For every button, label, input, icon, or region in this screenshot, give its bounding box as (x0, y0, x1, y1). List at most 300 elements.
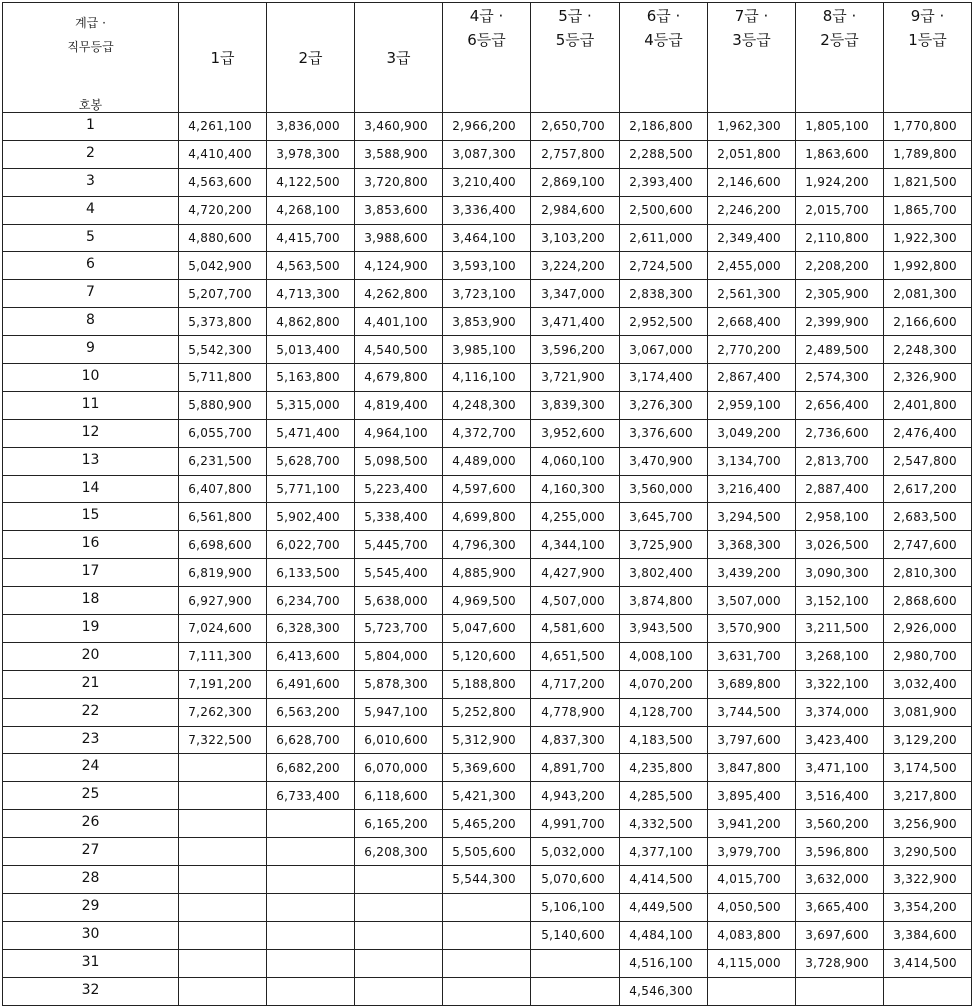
salary-cell: 5,902,400 (267, 503, 355, 531)
salary-cell: 5,106,100 (531, 893, 620, 921)
salary-cell: 4,546,300 (620, 977, 708, 1005)
salary-cell: 5,032,000 (531, 838, 620, 866)
salary-cell: 3,414,500 (884, 949, 972, 977)
step-number-cell: 30 (3, 921, 179, 949)
salary-cell: 3,471,400 (531, 308, 620, 336)
salary-cell: 2,770,200 (708, 336, 796, 364)
grade-label: 1급 (210, 48, 235, 67)
table-row (3, 977, 972, 1005)
salary-cell: 3,874,800 (620, 587, 708, 615)
salary-cell: 5,369,600 (443, 754, 531, 782)
salary-cell: 2,668,400 (708, 308, 796, 336)
salary-cell: 3,103,200 (531, 224, 620, 252)
table-row (3, 754, 972, 782)
salary-cell: 4,837,300 (531, 726, 620, 754)
salary-cell: 2,051,800 (708, 140, 796, 168)
salary-cell: 3,224,200 (531, 252, 620, 280)
salary-cell: 2,349,400 (708, 224, 796, 252)
salary-cell: 4,717,200 (531, 670, 620, 698)
salary-cell: 3,439,200 (708, 559, 796, 587)
step-number-cell: 18 (3, 587, 179, 615)
table-row (3, 252, 972, 280)
salary-cell: 3,152,100 (796, 587, 884, 615)
salary-cell: 6,208,300 (355, 838, 443, 866)
salary-cell: 5,338,400 (355, 503, 443, 531)
salary-cell: 3,460,900 (355, 113, 443, 141)
grade-header-7 (708, 3, 796, 113)
table-row (3, 475, 972, 503)
salary-cell: 3,853,900 (443, 308, 531, 336)
salary-cell: 3,211,500 (796, 615, 884, 643)
salary-cell: 3,596,800 (796, 838, 884, 866)
salary-cell: 3,744,500 (708, 698, 796, 726)
salary-cell: 4,796,300 (443, 531, 531, 559)
salary-cell (179, 754, 267, 782)
salary-cell: 2,650,700 (531, 113, 620, 141)
salary-cell: 2,869,100 (531, 168, 620, 196)
table-row (3, 419, 972, 447)
salary-cell: 2,393,400 (620, 168, 708, 196)
salary-cell: 2,959,100 (708, 391, 796, 419)
salary-cell: 2,288,500 (620, 140, 708, 168)
grade-header-9 (884, 3, 972, 113)
salary-cell: 3,570,900 (708, 615, 796, 643)
grade-header-1 (179, 3, 267, 113)
salary-cell (708, 977, 796, 1005)
salary-cell: 1,805,100 (796, 113, 884, 141)
salary-cell: 1,924,200 (796, 168, 884, 196)
salary-cell: 3,797,600 (708, 726, 796, 754)
salary-cell: 6,927,900 (179, 587, 267, 615)
salary-cell: 3,174,500 (884, 754, 972, 782)
table-row (3, 810, 972, 838)
step-number-cell: 12 (3, 419, 179, 447)
salary-cell: 6,819,900 (179, 559, 267, 587)
salary-cell: 4,261,100 (179, 113, 267, 141)
salary-cell: 3,376,600 (620, 419, 708, 447)
grade-label: 2급 (298, 48, 323, 67)
salary-cell: 3,374,000 (796, 698, 884, 726)
salary-cell: 3,645,700 (620, 503, 708, 531)
salary-cell: 2,617,200 (884, 475, 972, 503)
salary-cell: 2,500,600 (620, 196, 708, 224)
salary-cell: 2,547,800 (884, 447, 972, 475)
salary-cell: 4,262,800 (355, 280, 443, 308)
salary-cell: 5,140,600 (531, 921, 620, 949)
salary-cell: 2,683,500 (884, 503, 972, 531)
grade-header-6 (620, 3, 708, 113)
salary-cell: 3,290,500 (884, 838, 972, 866)
step-number-cell: 27 (3, 838, 179, 866)
salary-cell: 4,449,500 (620, 893, 708, 921)
salary-cell (179, 866, 267, 894)
salary-cell: 3,836,000 (267, 113, 355, 141)
corner-header (3, 3, 179, 113)
salary-cell: 3,322,100 (796, 670, 884, 698)
salary-cell: 5,312,900 (443, 726, 531, 754)
salary-cell: 4,183,500 (620, 726, 708, 754)
salary-cell (355, 977, 443, 1005)
salary-cell: 5,880,900 (179, 391, 267, 419)
table-row (3, 726, 972, 754)
salary-cell: 4,050,500 (708, 893, 796, 921)
step-number-cell: 23 (3, 726, 179, 754)
salary-cell: 7,322,500 (179, 726, 267, 754)
step-number-cell: 26 (3, 810, 179, 838)
salary-cell: 1,962,300 (708, 113, 796, 141)
salary-cell: 6,133,500 (267, 559, 355, 587)
salary-cell (443, 977, 531, 1005)
step-number-cell: 15 (3, 503, 179, 531)
salary-cell: 2,399,900 (796, 308, 884, 336)
salary-cell: 6,407,800 (179, 475, 267, 503)
step-number-cell: 20 (3, 642, 179, 670)
salary-cell (267, 810, 355, 838)
grade-header-5 (531, 3, 620, 113)
salary-cell: 5,098,500 (355, 447, 443, 475)
table-row (3, 391, 972, 419)
salary-cell: 3,423,400 (796, 726, 884, 754)
salary-cell: 2,926,000 (884, 615, 972, 643)
salary-cell: 4,819,400 (355, 391, 443, 419)
step-number-cell: 21 (3, 670, 179, 698)
salary-cell: 2,476,400 (884, 419, 972, 447)
job-level-label: 2등급 (820, 31, 859, 49)
salary-cell: 3,276,300 (620, 391, 708, 419)
salary-cell: 5,207,700 (179, 280, 267, 308)
table-row (3, 893, 972, 921)
job-level-label: 5등급 (555, 31, 595, 49)
salary-cell: 3,596,200 (531, 336, 620, 364)
salary-cell: 1,922,300 (884, 224, 972, 252)
table-row (3, 503, 972, 531)
salary-cell: 3,294,500 (708, 503, 796, 531)
salary-cell: 4,377,100 (620, 838, 708, 866)
salary-cell (443, 949, 531, 977)
salary-cell: 5,544,300 (443, 866, 531, 894)
step-number-cell: 19 (3, 615, 179, 643)
step-number-cell: 8 (3, 308, 179, 336)
salary-cell: 2,208,200 (796, 252, 884, 280)
header-row (3, 3, 972, 113)
table-row (3, 615, 972, 643)
corner-label-grade: 계급 · (75, 16, 106, 30)
salary-cell: 3,560,200 (796, 810, 884, 838)
table-row (3, 168, 972, 196)
salary-cell: 6,698,600 (179, 531, 267, 559)
salary-cell: 5,013,400 (267, 336, 355, 364)
step-number-cell: 11 (3, 391, 179, 419)
salary-cell: 4,862,800 (267, 308, 355, 336)
salary-cell: 2,980,700 (884, 642, 972, 670)
salary-cell: 3,985,100 (443, 336, 531, 364)
salary-cell: 2,110,800 (796, 224, 884, 252)
salary-cell: 3,032,400 (884, 670, 972, 698)
salary-cell: 3,588,900 (355, 140, 443, 168)
salary-cell: 3,979,700 (708, 838, 796, 866)
table-body (3, 113, 972, 1006)
salary-cell: 4,651,500 (531, 642, 620, 670)
salary-cell: 2,081,300 (884, 280, 972, 308)
step-number-cell: 22 (3, 698, 179, 726)
salary-cell: 5,373,800 (179, 308, 267, 336)
salary-cell (531, 977, 620, 1005)
salary-cell: 3,839,300 (531, 391, 620, 419)
salary-cell: 3,689,800 (708, 670, 796, 698)
salary-cell (443, 893, 531, 921)
salary-cell: 5,771,100 (267, 475, 355, 503)
salary-cell: 3,560,000 (620, 475, 708, 503)
salary-cell: 6,328,300 (267, 615, 355, 643)
step-number-cell: 28 (3, 866, 179, 894)
salary-cell: 4,401,100 (355, 308, 443, 336)
salary-cell (179, 949, 267, 977)
salary-cell: 7,191,200 (179, 670, 267, 698)
salary-cell: 2,810,300 (884, 559, 972, 587)
salary-cell: 3,134,700 (708, 447, 796, 475)
grade-header-3 (355, 3, 443, 113)
step-number-cell: 7 (3, 280, 179, 308)
salary-cell: 4,160,300 (531, 475, 620, 503)
salary-cell: 6,234,700 (267, 587, 355, 615)
salary-cell: 2,455,000 (708, 252, 796, 280)
salary-cell: 4,563,500 (267, 252, 355, 280)
salary-cell: 3,593,100 (443, 252, 531, 280)
step-number-cell: 4 (3, 196, 179, 224)
salary-cell: 3,853,600 (355, 196, 443, 224)
salary-cell: 3,941,200 (708, 810, 796, 838)
table-row (3, 447, 972, 475)
step-number-cell: 13 (3, 447, 179, 475)
salary-cell: 2,868,600 (884, 587, 972, 615)
step-number-cell: 3 (3, 168, 179, 196)
salary-cell: 4,344,100 (531, 531, 620, 559)
salary-cell: 3,516,400 (796, 782, 884, 810)
salary-cell: 3,723,100 (443, 280, 531, 308)
salary-cell (267, 949, 355, 977)
salary-cell: 3,049,200 (708, 419, 796, 447)
table-row (3, 921, 972, 949)
salary-cell (355, 949, 443, 977)
step-number-cell: 6 (3, 252, 179, 280)
salary-cell: 2,401,800 (884, 391, 972, 419)
salary-cell (267, 838, 355, 866)
salary-cell: 3,384,600 (884, 921, 972, 949)
grade-label: 9급 · (910, 7, 945, 25)
salary-cell: 6,628,700 (267, 726, 355, 754)
salary-cell: 1,789,800 (884, 140, 972, 168)
salary-cell: 4,720,200 (179, 196, 267, 224)
salary-cell: 4,255,000 (531, 503, 620, 531)
salary-cell: 4,415,700 (267, 224, 355, 252)
salary-cell: 3,129,200 (884, 726, 972, 754)
salary-cell: 5,188,800 (443, 670, 531, 698)
salary-cell: 4,008,100 (620, 642, 708, 670)
salary-cell: 2,015,700 (796, 196, 884, 224)
salary-cell: 5,505,600 (443, 838, 531, 866)
salary-cell: 3,216,400 (708, 475, 796, 503)
salary-cell: 4,124,900 (355, 252, 443, 280)
salary-cell: 4,489,000 (443, 447, 531, 475)
table-row (3, 866, 972, 894)
salary-cell: 4,122,500 (267, 168, 355, 196)
salary-cell: 2,747,600 (884, 531, 972, 559)
salary-cell: 6,561,800 (179, 503, 267, 531)
salary-cell: 1,770,800 (884, 113, 972, 141)
salary-cell: 3,895,400 (708, 782, 796, 810)
salary-cell: 2,574,300 (796, 364, 884, 392)
salary-cell: 5,542,300 (179, 336, 267, 364)
step-number-cell: 5 (3, 224, 179, 252)
salary-cell: 6,165,200 (355, 810, 443, 838)
salary-table (2, 2, 972, 1006)
grade-label: 4급 · (469, 7, 504, 25)
step-number-cell: 24 (3, 754, 179, 782)
job-level-label: 6등급 (467, 31, 506, 49)
salary-cell: 4,969,500 (443, 587, 531, 615)
salary-cell: 3,210,400 (443, 168, 531, 196)
salary-cell: 2,166,600 (884, 308, 972, 336)
table-row (3, 224, 972, 252)
salary-cell (179, 838, 267, 866)
step-number-cell: 10 (3, 364, 179, 392)
salary-cell: 4,332,500 (620, 810, 708, 838)
salary-cell: 7,024,600 (179, 615, 267, 643)
salary-cell: 5,163,800 (267, 364, 355, 392)
salary-cell: 2,489,500 (796, 336, 884, 364)
table-row (3, 196, 972, 224)
salary-cell: 4,248,300 (443, 391, 531, 419)
step-number-cell: 14 (3, 475, 179, 503)
salary-cell (884, 977, 972, 1005)
salary-cell: 4,484,100 (620, 921, 708, 949)
salary-cell: 4,507,000 (531, 587, 620, 615)
salary-cell: 4,679,800 (355, 364, 443, 392)
salary-cell: 3,952,600 (531, 419, 620, 447)
salary-cell: 4,372,700 (443, 419, 531, 447)
salary-cell: 4,070,200 (620, 670, 708, 698)
salary-cell: 2,736,600 (796, 419, 884, 447)
table-row (3, 698, 972, 726)
salary-cell: 3,090,300 (796, 559, 884, 587)
salary-cell: 3,728,900 (796, 949, 884, 977)
salary-cell: 4,778,900 (531, 698, 620, 726)
salary-cell: 3,322,900 (884, 866, 972, 894)
salary-cell: 2,958,100 (796, 503, 884, 531)
step-number-cell: 32 (3, 977, 179, 1005)
step-number-cell: 1 (3, 113, 179, 141)
table-row (3, 364, 972, 392)
salary-cell (355, 893, 443, 921)
salary-cell: 4,060,100 (531, 447, 620, 475)
salary-cell (531, 949, 620, 977)
salary-cell: 2,326,900 (884, 364, 972, 392)
salary-cell: 5,252,800 (443, 698, 531, 726)
salary-cell (796, 977, 884, 1005)
salary-cell: 5,723,700 (355, 615, 443, 643)
salary-cell (179, 977, 267, 1005)
salary-cell: 2,838,300 (620, 280, 708, 308)
table-row (3, 140, 972, 168)
salary-cell: 2,248,300 (884, 336, 972, 364)
salary-cell: 6,022,700 (267, 531, 355, 559)
salary-cell: 4,128,700 (620, 698, 708, 726)
table-row (3, 308, 972, 336)
salary-cell: 4,991,700 (531, 810, 620, 838)
salary-cell: 4,083,800 (708, 921, 796, 949)
salary-cell (355, 866, 443, 894)
salary-cell: 6,231,500 (179, 447, 267, 475)
salary-cell: 5,711,800 (179, 364, 267, 392)
salary-cell: 6,413,600 (267, 642, 355, 670)
salary-cell: 3,087,300 (443, 140, 531, 168)
grade-header-4 (443, 3, 531, 113)
salary-cell: 3,026,500 (796, 531, 884, 559)
step-number-cell: 2 (3, 140, 179, 168)
salary-cell: 3,067,000 (620, 336, 708, 364)
salary-cell (179, 782, 267, 810)
job-level-label: 3등급 (732, 31, 771, 49)
step-number-cell: 9 (3, 336, 179, 364)
salary-cell: 4,885,900 (443, 559, 531, 587)
salary-cell: 1,863,600 (796, 140, 884, 168)
grade-label: 5급 · (558, 7, 592, 25)
salary-cell: 6,118,600 (355, 782, 443, 810)
salary-cell: 3,354,200 (884, 893, 972, 921)
salary-cell: 1,821,500 (884, 168, 972, 196)
salary-cell: 3,507,000 (708, 587, 796, 615)
salary-cell: 6,733,400 (267, 782, 355, 810)
salary-cell: 3,978,300 (267, 140, 355, 168)
salary-cell: 5,120,600 (443, 642, 531, 670)
corner-label-step: 호봉 (78, 98, 103, 112)
salary-cell: 3,268,100 (796, 642, 884, 670)
salary-cell: 2,952,500 (620, 308, 708, 336)
salary-cell: 5,315,000 (267, 391, 355, 419)
salary-cell: 3,721,900 (531, 364, 620, 392)
salary-cell: 3,464,100 (443, 224, 531, 252)
salary-cell: 3,665,400 (796, 893, 884, 921)
salary-cell: 3,368,300 (708, 531, 796, 559)
salary-cell: 1,865,700 (884, 196, 972, 224)
salary-cell: 5,042,900 (179, 252, 267, 280)
salary-cell: 6,491,600 (267, 670, 355, 698)
table-row (3, 949, 972, 977)
salary-cell: 4,563,600 (179, 168, 267, 196)
salary-cell: 4,427,900 (531, 559, 620, 587)
salary-cell: 5,047,600 (443, 615, 531, 643)
salary-cell: 3,471,100 (796, 754, 884, 782)
salary-cell: 2,984,600 (531, 196, 620, 224)
salary-cell: 4,891,700 (531, 754, 620, 782)
job-level-label: 4등급 (644, 31, 683, 49)
salary-cell: 4,410,400 (179, 140, 267, 168)
salary-cell: 4,116,100 (443, 364, 531, 392)
salary-cell: 3,174,400 (620, 364, 708, 392)
salary-cell: 2,966,200 (443, 113, 531, 141)
salary-cell: 3,256,900 (884, 810, 972, 838)
salary-cell: 4,699,800 (443, 503, 531, 531)
table-row (3, 336, 972, 364)
salary-cell: 3,631,700 (708, 642, 796, 670)
grade-label: 3급 (386, 48, 411, 67)
salary-cell: 5,471,400 (267, 419, 355, 447)
salary-cell: 1,992,800 (884, 252, 972, 280)
salary-cell: 3,217,800 (884, 782, 972, 810)
grade-header-2 (267, 3, 355, 113)
salary-cell: 4,235,800 (620, 754, 708, 782)
salary-cell (443, 921, 531, 949)
